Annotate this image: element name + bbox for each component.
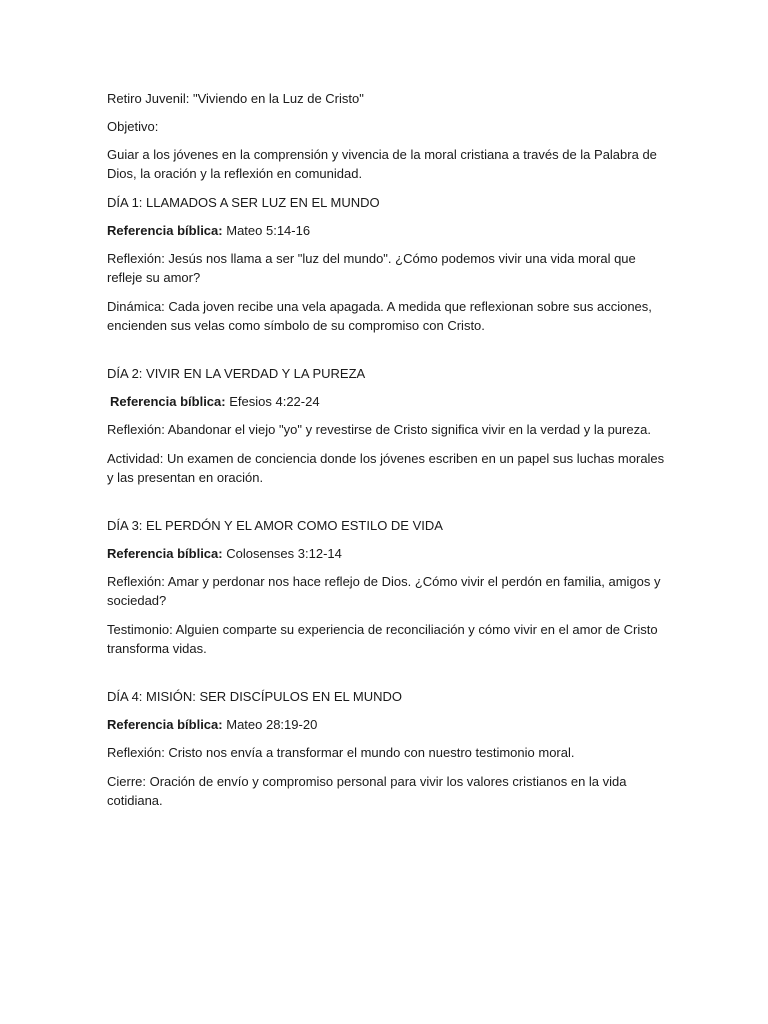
day-1-dynamic: Dinámica: Cada joven recibe una vela apagada. A medida que reflexionan sobre sus acciones, encienden sus velas como símbolo de su compromiso con Cristo. xyxy=(107,299,652,333)
document-title: Retiro Juvenil: "Viviendo en la Luz de Cristo" xyxy=(107,91,364,106)
day-3-testimony: Testimonio: Alguien comparte su experiencia de reconciliación y cómo vivir en el amor de Cristo transforma vidas. xyxy=(107,622,658,656)
day-3-heading: DÍA 3: EL PERDÓN Y EL AMOR COMO ESTILO DE VIDA xyxy=(107,518,443,533)
objective-text: Guiar a los jóvenes en la comprensión y vivencia de la moral cristiana a través de la Palabra de Dios, la oración y la reflexión en comunidad. xyxy=(107,147,657,181)
day-1-heading: DÍA 1: LLAMADOS A SER LUZ EN EL MUNDO xyxy=(107,195,380,210)
section-gap xyxy=(107,497,667,516)
day-3-reference xyxy=(107,544,667,563)
reference-label: Referencia bíblica: xyxy=(110,394,226,409)
document-page xyxy=(107,89,667,820)
day-3-reflection: Reflexión: Amar y perdonar nos hace reflejo de Dios. ¿Cómo vivir el perdón en familia, amigos y sociedad? xyxy=(107,574,661,608)
reference-label: Referencia bíblica: xyxy=(107,223,223,238)
section-gap xyxy=(107,345,667,364)
day-2-reference xyxy=(107,392,667,411)
day-4-heading: DÍA 4: MISIÓN: SER DISCÍPULOS EN EL MUNDO xyxy=(107,689,402,704)
reference-label: Referencia bíblica: xyxy=(107,546,223,561)
reference-label: Referencia bíblica: xyxy=(107,717,223,732)
day-1-reflection: Reflexión: Jesús nos llama a ser "luz del mundo". ¿Cómo podemos vivir una vida moral que refleje su amor? xyxy=(107,251,636,285)
reference-value: Mateo 28:19-20 xyxy=(226,717,318,732)
day-2-heading: DÍA 2: VIVIR EN LA VERDAD Y LA PUREZA xyxy=(107,366,366,381)
objective-label: Objetivo: xyxy=(107,119,159,134)
day-1-reference xyxy=(107,221,667,240)
reference-value: Colosenses 3:12-14 xyxy=(226,546,342,561)
reference-value: Efesios 4:22-24 xyxy=(229,394,320,409)
day-4-reference xyxy=(107,715,667,734)
day-4-reflection: Reflexión: Cristo nos envía a transformar el mundo con nuestro testimonio moral. xyxy=(107,745,575,760)
day-4-closing: Cierre: Oración de envío y compromiso personal para vivir los valores cristianos en la vida cotidiana. xyxy=(107,774,627,808)
reference-value: Mateo 5:14-16 xyxy=(226,223,311,238)
day-2-reflection: Reflexión: Abandonar el viejo "yo" y revestirse de Cristo significa vivir en la verdad y la pureza. xyxy=(107,422,651,437)
day-2-activity: Actividad: Un examen de conciencia donde los jóvenes escriben en un papel sus luchas morales y las presentan en oración. xyxy=(107,451,665,485)
section-gap xyxy=(107,668,667,687)
